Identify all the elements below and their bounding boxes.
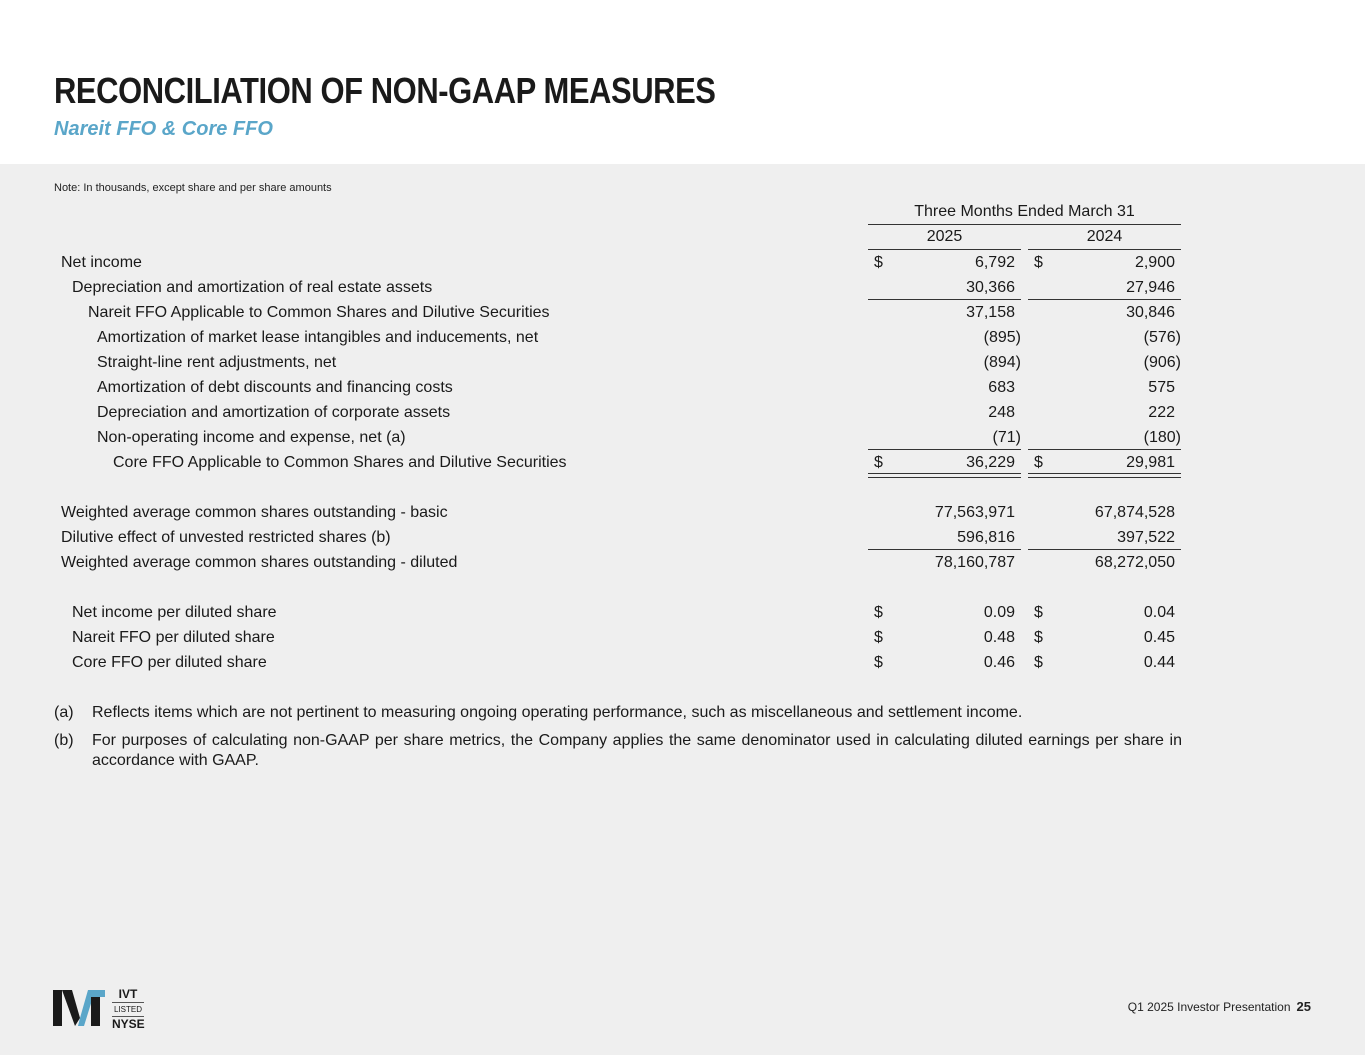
table-row: [0, 400, 1365, 425]
currency-symbol: $: [1034, 604, 1043, 621]
value-2024: 68,272,050: [1094, 554, 1175, 571]
value-2024: 0.44: [1143, 654, 1175, 671]
logo-exchange: NYSE: [112, 1017, 145, 1031]
row-label: Core FFO per diluted share: [72, 654, 267, 671]
row-label: Nareit FFO per diluted share: [72, 629, 275, 646]
table-row: [0, 300, 1365, 325]
value-2025: (895): [983, 329, 1021, 346]
value-2024: 0.04: [1143, 604, 1175, 621]
table-row: [0, 325, 1365, 350]
row-label: Amortization of debt discounts and financing costs: [97, 379, 453, 396]
row-label: Core FFO Applicable to Common Shares and Dilutive Securities: [113, 454, 567, 471]
value-2024: (180): [1143, 429, 1181, 446]
value-2024: (576): [1143, 329, 1181, 346]
footnote-b: [54, 731, 1184, 771]
row-label: Nareit FFO Applicable to Common Shares and Dilutive Securities: [88, 304, 550, 321]
underline: [1028, 449, 1181, 450]
value-2024: 397,522: [1117, 529, 1175, 546]
logo-listed: LISTED: [112, 1002, 144, 1017]
currency-symbol: $: [874, 654, 883, 671]
value-2025: 248: [988, 404, 1015, 421]
value-2025: 0.46: [983, 654, 1015, 671]
currency-symbol: $: [874, 454, 883, 471]
underline: [868, 549, 1021, 550]
table-row: [0, 525, 1365, 550]
table-row: [0, 500, 1365, 525]
value-2024: 67,874,528: [1094, 504, 1175, 521]
table-row: [0, 425, 1365, 450]
underline: [868, 449, 1021, 450]
value-2024: 30,846: [1126, 304, 1175, 321]
ivt-logo-icon: [53, 988, 107, 1028]
currency-symbol: $: [874, 254, 883, 271]
currency-symbol: $: [874, 629, 883, 646]
page-number: 25: [1296, 999, 1311, 1014]
footnote-mark: (a): [54, 704, 74, 721]
value-2025: 78,160,787: [934, 554, 1015, 571]
value-2025: 0.48: [983, 629, 1015, 646]
row-label: Non-operating income and expense, net (a): [97, 429, 406, 446]
value-2025: 683: [988, 379, 1015, 396]
currency-symbol: $: [874, 604, 883, 621]
value-2025: (71): [992, 429, 1021, 446]
row-label: Straight-line rent adjustments, net: [97, 354, 337, 371]
page-subtitle: Nareit FFO & Core FFO: [54, 118, 273, 140]
column-year-2024: 2024: [1028, 228, 1181, 250]
table-row: [0, 550, 1365, 575]
value-2025: 30,366: [966, 279, 1015, 296]
double-underline: [1028, 473, 1181, 478]
table-row: [0, 600, 1365, 625]
underline: [1028, 299, 1181, 300]
value-2024: (906): [1143, 354, 1181, 371]
value-2025: (894): [983, 354, 1021, 371]
currency-symbol: $: [1034, 654, 1043, 671]
double-underline: [868, 473, 1021, 478]
value-2025: 77,563,971: [934, 504, 1015, 521]
table-row: [0, 450, 1365, 475]
currency-symbol: $: [1034, 254, 1043, 271]
row-label: Dilutive effect of unvested restricted shares (b): [61, 529, 391, 546]
value-2025: 37,158: [966, 304, 1015, 321]
page-header: [0, 0, 1365, 164]
table-row: [0, 250, 1365, 275]
footnote-text: Reflects items which are not pertinent to measuring ongoing operating performance, such as miscellaneous and settlement income.: [92, 704, 1023, 721]
value-2024: 222: [1148, 404, 1175, 421]
currency-symbol: $: [1034, 629, 1043, 646]
value-2024: 0.45: [1143, 629, 1175, 646]
value-2025: 36,229: [966, 454, 1015, 471]
footnote-a: [54, 703, 1184, 723]
value-2025: 6,792: [974, 254, 1015, 271]
value-2024: 27,946: [1126, 279, 1175, 296]
row-label: Depreciation and amortization of corporate assets: [97, 404, 451, 421]
row-label: Net income: [61, 254, 142, 271]
footnote-text: For purposes of calculating non-GAAP per share metrics, the Company applies the same denominator used in calculating diluted earnings per share in accordance with GAAP.: [92, 732, 1182, 769]
page-footer: [1128, 999, 1311, 1014]
value-2024: 2,900: [1134, 254, 1175, 271]
page-title: RECONCILIATION OF NON-GAAP MEASURES: [54, 70, 716, 111]
table-row: [0, 275, 1365, 300]
row-label: Weighted average common shares outstanding - basic: [61, 504, 448, 521]
column-year-2025: 2025: [868, 228, 1021, 250]
table-row: [0, 375, 1365, 400]
value-2024: 29,981: [1126, 454, 1175, 471]
underline: [868, 299, 1021, 300]
row-label: Net income per diluted share: [72, 604, 277, 621]
underline: [1028, 549, 1181, 550]
value-2025: 0.09: [983, 604, 1015, 621]
value-2025: 596,816: [957, 529, 1015, 546]
footer-label: Q1 2025 Investor Presentation: [1127, 1000, 1291, 1014]
row-label: Depreciation and amortization of real estate assets: [72, 279, 433, 296]
table-row: [0, 625, 1365, 650]
row-label: Weighted average common shares outstanding - diluted: [61, 554, 458, 571]
table-row: [0, 350, 1365, 375]
row-label: Amortization of market lease intangibles and inducements, net: [97, 329, 539, 346]
currency-symbol: $: [1034, 454, 1043, 471]
value-2024: 575: [1148, 379, 1175, 396]
logo-ticker: IVT: [118, 987, 138, 1001]
table-row: [0, 650, 1365, 675]
column-group-header: Three Months Ended March 31: [868, 203, 1181, 225]
logo-text: [112, 988, 144, 1031]
footnote-mark: (b): [54, 732, 74, 749]
units-note: Note: In thousands, except share and per share amounts: [54, 182, 332, 194]
